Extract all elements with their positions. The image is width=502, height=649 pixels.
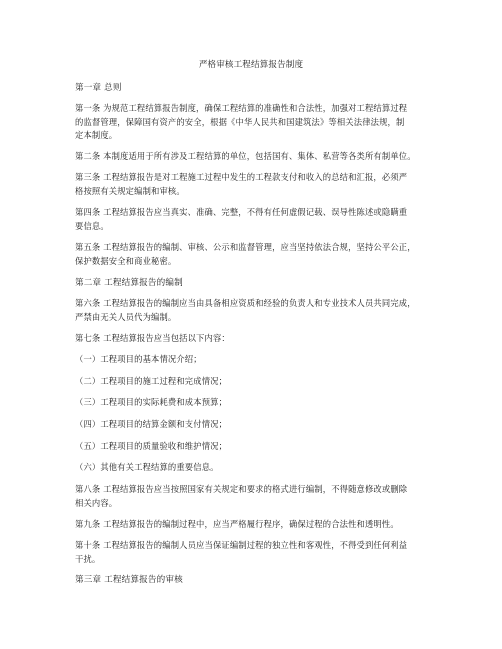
article-2: [75, 150, 437, 164]
chapter-2-heading: 第二章 工程结算报告的编制: [75, 278, 183, 288]
article-4-line-1: 第四条 工程结算报告应当真实、准确、完整，不得有任何虚假记载、误导性陈述或隐瞒重: [75, 207, 408, 217]
article-1: [75, 102, 437, 143]
list-item: （六）其他有关工程结算的重要信息。: [75, 462, 219, 472]
article-9: [75, 518, 437, 532]
list-item: （五）工程项目的质量验收和维护情况；: [75, 441, 228, 451]
article-9-line-1: 第九条 工程结算报告的编制过程中，应当严格履行程序，确保过程的合法性和透明性。: [75, 519, 399, 529]
article-3: [75, 171, 437, 198]
article-10-line-1: 第十条 工程结算报告的编制人员应当保证编制过程的独立性和客观性，不得受到任何利益: [75, 540, 408, 550]
article-1-line-3: 定本制度。: [75, 130, 118, 140]
article-1-line-2: 的监督管理，保障国有资产的安全，根据《中华人民共和国建筑法》等相关法律法规，制: [75, 116, 405, 127]
article-7: 第七条 工程结算报告应当包括以下内容：: [75, 333, 230, 343]
list-item: （二）工程项目的施工过程和完成情况；: [75, 376, 228, 386]
article-2-line-1: 第二条 本制度适用于所有涉及工程结算的单位，包括国有、集体、私营等各类所有制单位。: [75, 151, 416, 161]
article-5-line-1: 第五条 工程结算报告的编制、审核、公示和监督管理，应当坚持依法合规，坚持公平公正，: [75, 242, 416, 252]
article-4-line-2: 要信息。: [75, 220, 109, 231]
article-5-line-2: 保护数据安全和商业秘密。: [75, 255, 177, 266]
article-6-line-1: 第六条 工程结算报告的编制应当由具备相应资质和经验的负责人和专业技术人员共同完成，: [75, 298, 416, 308]
article-10-line-2: 干扰。: [75, 553, 101, 564]
article-1-line-1: 第一条 为规范工程结算报告制度，确保工程结算的准确性和合法性，加强对工程结算过程: [75, 103, 408, 113]
article-6: [75, 297, 437, 324]
article-6-line-2: 严禁由无关人员代为编制。: [75, 311, 177, 322]
list-item: （四）工程项目的结算金额和支付情况；: [75, 419, 228, 429]
document-title: 严格审核工程结算报告制度: [198, 60, 304, 70]
chapter-1-heading: 第一章 总则: [75, 83, 122, 93]
article-8-line-1: 第八条 工程结算报告应当按照国家有关规定和要求的格式进行编制，不得随意修改或删除: [75, 484, 408, 494]
article-3-line-1: 第三条 工程结算报告是对工程施工过程中发生的工程款支付和收入的总结和汇报，必须严: [75, 172, 408, 182]
article-10: [75, 539, 437, 566]
list-item: （三）工程项目的实际耗费和成本预算；: [75, 397, 228, 407]
list-item: （一）工程项目的基本情况介绍；: [75, 354, 202, 364]
article-3-line-2: 格按照有关规定编制和审核。: [75, 185, 185, 196]
article-8: [75, 483, 437, 510]
chapter-3-heading: 第三章 工程结算报告的审核: [75, 575, 183, 585]
article-5: [75, 241, 437, 268]
article-8-line-2: 相关内容。: [75, 497, 118, 508]
article-4: [75, 206, 437, 233]
